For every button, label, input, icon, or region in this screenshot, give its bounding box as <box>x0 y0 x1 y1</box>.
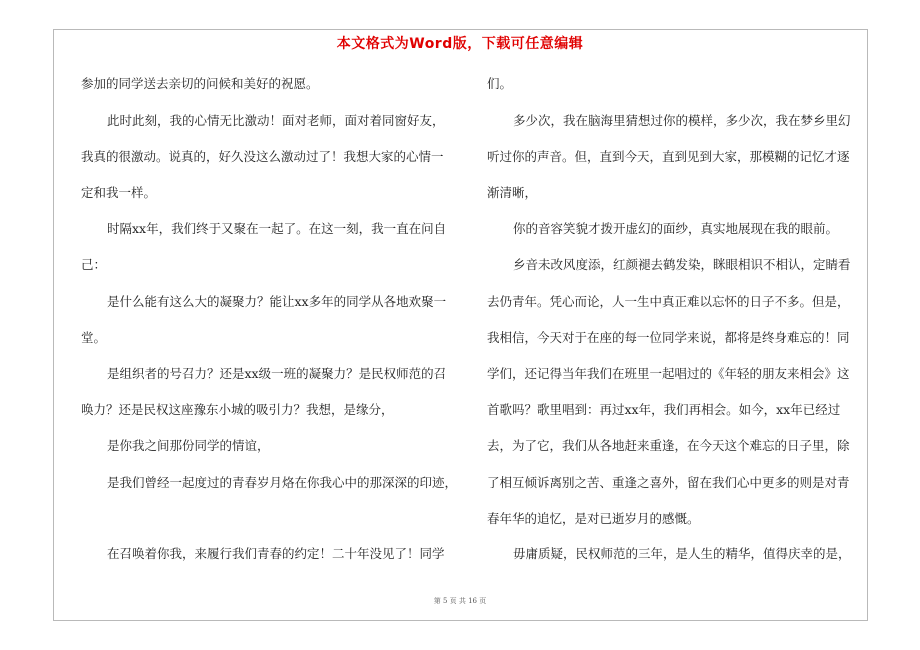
paragraph-line: 们。 <box>487 76 513 91</box>
paragraph-line: 毋庸质疑，民权师范的三年，是人生的精华，值得庆幸的是， <box>513 546 851 561</box>
paragraph-line: 是组织者的号召力？还是xx级一班的凝聚力？是民权师范的召 <box>107 366 447 381</box>
paragraph-line: 去仍青年。凭心而论，人一生中真正难以忘怀的日子不多。但是， <box>487 294 850 309</box>
paragraph-line: 听过你的声音。但，直到今天，直到见到大家，那模糊的记忆才逐 <box>487 149 850 164</box>
paragraph-line: 定和我一样。 <box>81 185 157 200</box>
paragraph-line: 在召唤着你我，来履行我们青春的约定！二十年没见了！同学 <box>107 546 445 561</box>
paragraph-line: 春年华的追忆，是对已逝岁月的感慨。 <box>487 511 700 526</box>
paragraph-line: 多少次，我在脑海里猜想过你的模样，多少次，我在梦乡里幻 <box>513 113 851 128</box>
paragraph-line: 是你我之间那份同学的情谊， <box>107 438 270 453</box>
paragraph-line: 你的音容笑貌才拨开虚幻的面纱，真实地展现在我的眼前。 <box>513 221 839 236</box>
paragraph-line: 渐清晰， <box>487 185 538 200</box>
paragraph-line: 首歌吗？歌里唱到：再过xx年，我们再相会。如今，xx年已经过 <box>487 402 841 417</box>
paragraph-line: 我真的很激动。说真的，好久没这么激动过了！我想大家的心情一 <box>81 149 444 164</box>
paragraph-line: 己： <box>81 257 107 272</box>
paragraph-line: 唤力？还是民权这座豫东小城的吸引力？我想，是缘分， <box>81 402 394 417</box>
paragraph-line: 时隔xx年，我们终于又聚在一起了。在这一刻，我一直在问自 <box>107 221 447 236</box>
paragraph-line: 此时此刻，我的心情无比激动！面对老师，面对着同窗好友， <box>107 113 445 128</box>
paragraph-line: 乡音未改风度添，红颜褪去鹤发染，眯眼相识不相认，定睛看 <box>513 257 851 272</box>
paragraph-line: 学们，还记得当年我们在班里一起唱过的《年轻的朋友来相会》这 <box>487 366 850 381</box>
paragraph-line: 参加的同学送去亲切的问候和美好的祝愿。 <box>81 76 319 91</box>
paragraph-line: 是我们曾经一起度过的青春岁月烙在你我心中的那深深的印迹， <box>107 475 458 490</box>
paragraph-line: 堂。 <box>81 330 107 345</box>
paragraph-line: 我相信，今天对于在座的每一位同学来说，都将是终身难忘的！同 <box>487 330 850 345</box>
paragraph-line: 是什么能有这么大的凝聚力？能让xx多年的同学从各地欢聚一 <box>107 294 447 309</box>
paragraph-line: 去，为了它，我们从各地赶来重逢，在今天这个难忘的日子里，除 <box>487 438 850 453</box>
header-banner: 本文格式为Word版，下载可任意编辑 <box>336 36 584 52</box>
page-number-footer: 第 5 页 共 16 页 <box>433 597 487 605</box>
paragraph-line: 了相互倾诉离别之苦、重逢之喜外，留在我们心中更多的则是对青 <box>487 475 850 490</box>
